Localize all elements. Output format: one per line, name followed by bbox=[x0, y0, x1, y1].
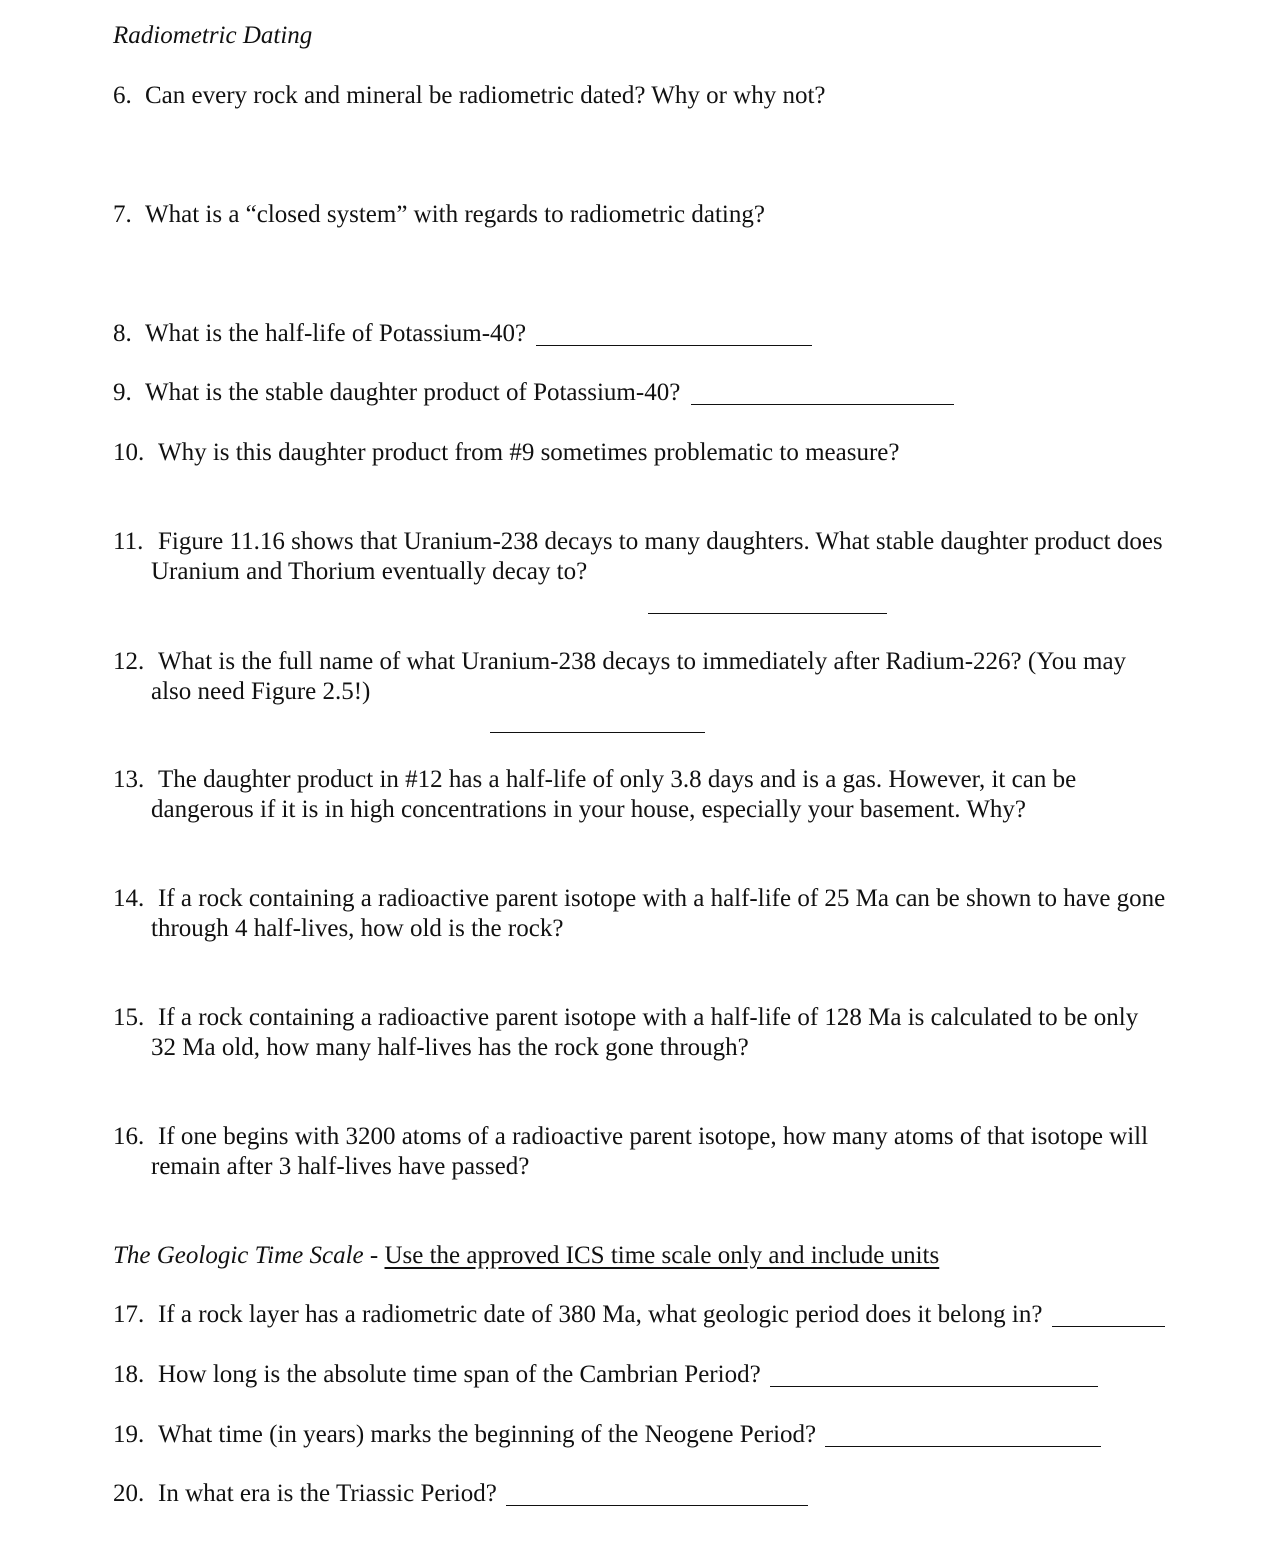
answer-blank-12[interactable] bbox=[490, 732, 705, 733]
question-text: If a rock layer has a radiometric date of 380 Ma, what geologic period does it belong in? bbox=[158, 1301, 1043, 1328]
question-text-line-1: If a rock containing a radioactive parent isotope with a half-life of 25 Ma can be shown to have gone bbox=[158, 885, 1166, 912]
question-text-line-2: Uranium and Thorium eventually decay to? bbox=[151, 558, 588, 585]
answer-blank-11[interactable] bbox=[648, 613, 887, 614]
answer-blank-19[interactable] bbox=[825, 1446, 1101, 1447]
question-text-line-2: remain after 3 half-lives have passed? bbox=[151, 1153, 530, 1180]
question-text-line-1: Figure 11.16 shows that Uranium-238 decays to many daughters. What stable daughter product does bbox=[158, 528, 1163, 555]
question-number: 19. bbox=[113, 1421, 145, 1448]
answer-blank-8[interactable] bbox=[536, 345, 812, 346]
question-text-line-2: through 4 half-lives, how old is the rock? bbox=[151, 915, 564, 942]
question-number: 15. bbox=[113, 1004, 145, 1031]
question-text: What is the half-life of Potassium-40? bbox=[145, 320, 527, 347]
answer-blank-20[interactable] bbox=[506, 1505, 808, 1506]
question-text: In what era is the Triassic Period? bbox=[158, 1480, 497, 1507]
answer-blank-17[interactable] bbox=[1052, 1326, 1165, 1327]
question-number: 17. bbox=[113, 1301, 145, 1328]
question-number: 16. bbox=[113, 1123, 145, 1150]
question-number: 12. bbox=[113, 648, 145, 675]
question-text: What is a “closed system” with regards to radiometric dating? bbox=[145, 201, 765, 228]
question-number: 18. bbox=[113, 1361, 145, 1388]
question-text: How long is the absolute time span of the Cambrian Period? bbox=[158, 1361, 761, 1388]
question-number: 8. bbox=[113, 320, 132, 347]
question-text: Can every rock and mineral be radiometric dated? Why or why not? bbox=[145, 82, 826, 109]
question-text-line-2: dangerous if it is in high concentrations in your house, especially your basement. Why? bbox=[151, 796, 1027, 823]
question-text-line-1: The daughter product in #12 has a half-life of only 3.8 days and is a gas. However, it can be bbox=[158, 766, 1077, 793]
question-number: 13. bbox=[113, 766, 145, 793]
answer-blank-18[interactable] bbox=[770, 1386, 1098, 1387]
question-text: What is the stable daughter product of Potassium-40? bbox=[145, 379, 681, 406]
question-number: 7. bbox=[113, 201, 132, 228]
question-number: 20. bbox=[113, 1480, 145, 1507]
question-number: 6. bbox=[113, 82, 132, 109]
section-title-radiometric-dating: Radiometric Dating bbox=[113, 22, 313, 49]
section-title-text: The Geologic Time Scale bbox=[113, 1242, 364, 1269]
question-number: 9. bbox=[113, 379, 132, 406]
question-number: 11. bbox=[113, 528, 144, 555]
question-number: 10. bbox=[113, 439, 145, 466]
question-text-line-1: If a rock containing a radioactive parent isotope with a half-life of 128 Ma is calculated to be only bbox=[158, 1004, 1139, 1031]
question-text-line-1: If one begins with 3200 atoms of a radioactive parent isotope, how many atoms of that isotope will bbox=[158, 1123, 1149, 1150]
question-text: What time (in years) marks the beginning of the Neogene Period? bbox=[158, 1421, 817, 1448]
question-text-line-2: also need Figure 2.5!) bbox=[151, 678, 371, 705]
question-number: 14. bbox=[113, 885, 145, 912]
question-text-line-1: What is the full name of what Uranium-238 decays to immediately after Radium-226? (You may bbox=[158, 648, 1127, 675]
question-text: Why is this daughter product from #9 sometimes problematic to measure? bbox=[158, 439, 900, 466]
section-title-geologic-time-scale bbox=[113, 1241, 939, 1271]
question-text-line-2: 32 Ma old, how many half-lives has the rock gone through? bbox=[151, 1034, 749, 1061]
section-instruction: Use the approved ICS time scale only and include units bbox=[384, 1242, 940, 1269]
section-title-separator: - bbox=[363, 1242, 385, 1269]
answer-blank-9[interactable] bbox=[691, 404, 954, 405]
